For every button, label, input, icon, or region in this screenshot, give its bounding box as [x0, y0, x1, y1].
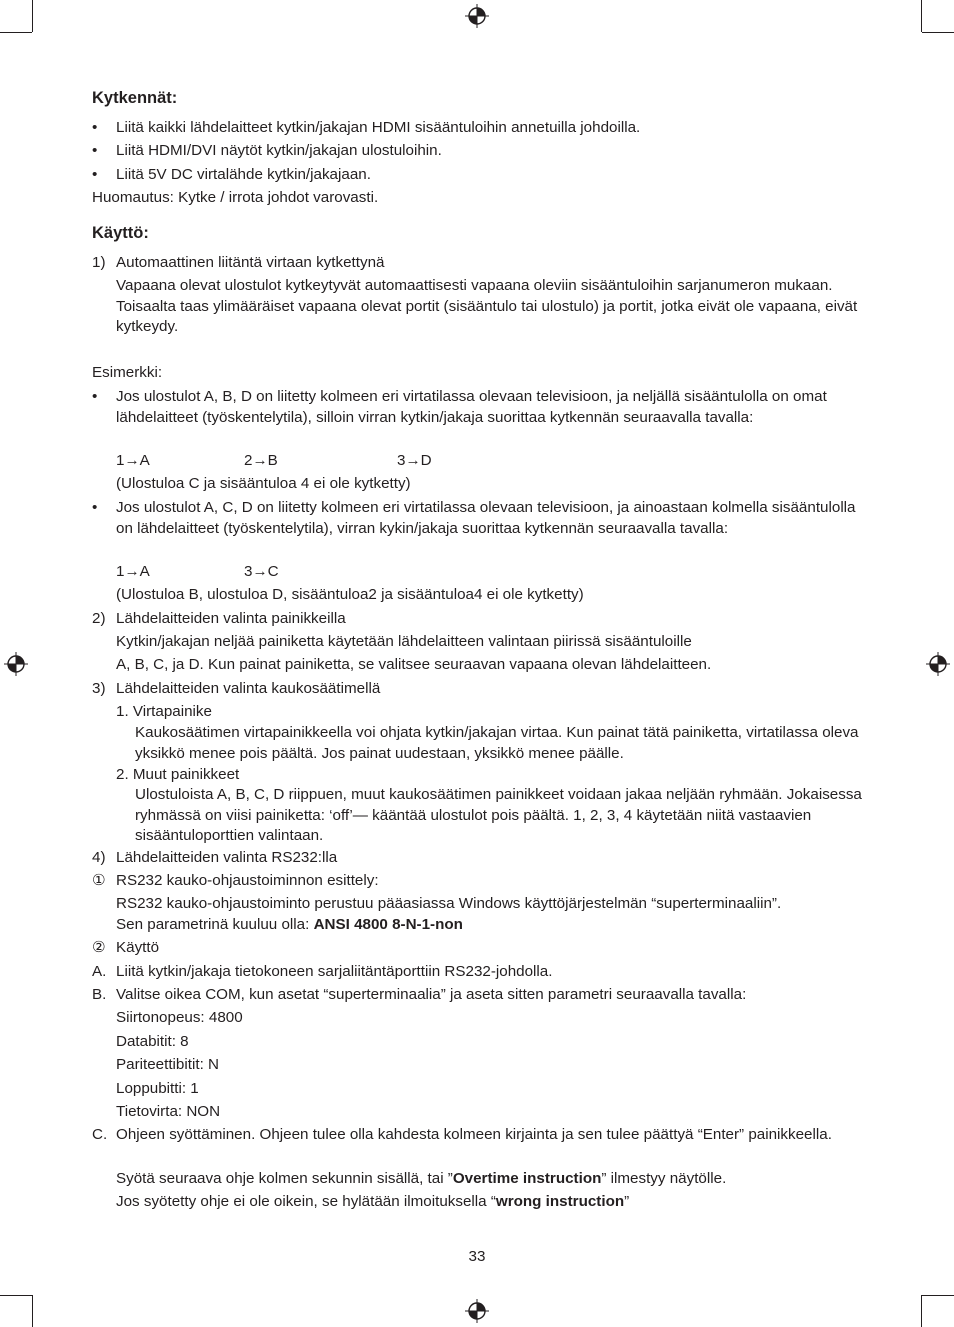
section-heading-usage: Käyttö:: [92, 224, 149, 242]
circled-one-icon: ①: [92, 872, 106, 889]
crop-mark: [921, 0, 922, 32]
step-marker: C.: [92, 1126, 108, 1143]
paragraph-line: [116, 1169, 726, 1189]
circled-two-icon: ②: [92, 939, 106, 956]
paragraph-line: [116, 915, 463, 935]
crop-mark: [0, 32, 32, 33]
paragraph-line: RS232 kauko-ohjaustoiminto perustuu pääasiassa Windows käyttöjärjestelmän “superterminaaliin”.: [116, 895, 782, 912]
crop-mark: [32, 1295, 33, 1327]
step-text: Liitä kytkin/jakaja tietokoneen sarjaliitäntäporttiin RS232-johdolla.: [116, 963, 553, 980]
bullet: •: [92, 166, 98, 183]
param-intro: Sen parametrinä kuuluu olla:: [116, 916, 314, 933]
item-title: Lähdelaitteiden valinta painikkeilla: [116, 610, 346, 627]
paragraph-line: A, B, C, ja D. Kun painat painiketta, se valitsee seuraavan vapaana olevan lähdelaitteen.: [116, 656, 712, 673]
list-item-text: Liitä kaikki lähdelaitteet kytkin/jakajan HDMI sisääntuloihin annetuilla johdoilla.: [116, 119, 641, 136]
text-run: Syötä seuraava ohje kolmen sekunnin sisällä, tai ”: [116, 1170, 453, 1187]
crop-mark: [921, 1295, 922, 1327]
mapping: 1→A: [116, 452, 150, 469]
bullet: •: [92, 388, 98, 405]
paragraph: Kaukosäätimen virtapainikkeella voi ohjata kytkin/jakajan virtaa. Kun painat tätä painiketta, virtatilassa oleva yksikkö menee pois päältä. Jos painat uudestaan, yksikkö menee päälle.: [135, 724, 859, 762]
item-title: RS232 kauko-ohjaustoiminnon esittely:: [116, 872, 379, 889]
param-line: Loppubitti: 1: [116, 1080, 199, 1097]
item-marker: 4): [92, 849, 106, 866]
param-line: Databitit: 8: [116, 1033, 189, 1050]
paragraph-line: Kytkin/jakajan neljää painiketta käytetään lähdelaitteen valintaan piirissä sisääntuloille: [116, 633, 692, 650]
crop-mark: [32, 0, 33, 32]
item-title: Käyttö: [116, 939, 160, 956]
mapping: 3→C: [244, 563, 279, 580]
item-title: Lähdelaitteiden valinta RS232:lla: [116, 849, 338, 866]
paragraph: Jos ulostulot A, C, D on liitetty kolmeen eri virtatilassa olevaan televisioon, ja ainoastaan kolmella sisääntulolla on lähdelaitteet (työskentelytila), virran kykin/jakaja suorittaa kytkennän seuraavalla tavalla:: [116, 499, 856, 537]
paragraph: Ulostuloista A, B, C, D riippuen, muut kaukosäätimen painikkeet voidaan jakaa neljään ryhmään. Jokaisessa ryhmässä on viisi painiketta: ‘off’— kääntää ulostulot pois päältä. 1, 2, 3, 4 käytetään niitä vastaavien sisääntuloporttien valintaan.: [135, 786, 862, 844]
registration-mark-icon: [926, 652, 950, 676]
crop-mark: [0, 1295, 32, 1296]
param-line: Siirtonopeus: 4800: [116, 1009, 243, 1026]
paragraph: Jos ulostulot A, B, D on liitetty kolmeen eri virtatilassa olevaan televisioon, ja neljällä sisääntulolla on omat lähdelaitteet (työskentelytila), silloin virran kytkin/jakaja suorittaa kytkennän seuraavalla tavalla:: [116, 388, 827, 426]
subitem-title: 2. Muut painikkeet: [116, 766, 240, 783]
paragraph-line: [116, 1192, 629, 1212]
bullet: •: [92, 119, 98, 136]
note-text: (Ulostuloa B, ulostuloa D, sisääntuloa2 ja sisääntuloa4 ei ole kytketty): [116, 586, 584, 603]
registration-mark-icon: [465, 1299, 489, 1323]
note-text: Huomautus: Kytke / irrota johdot varovasti.: [92, 189, 379, 206]
mapping: 3→D: [397, 452, 432, 469]
registration-mark-icon: [465, 4, 489, 28]
text-run: ” ilmestyy näytölle.: [601, 1170, 727, 1187]
param-line: Pariteettibitit: N: [116, 1056, 219, 1073]
text-run: Jos syötetty ohje ei ole oikein, se hylätään ilmoituksella “: [116, 1193, 496, 1210]
text-run: ”: [624, 1193, 630, 1210]
item-marker: 1): [92, 254, 106, 271]
step-marker: B.: [92, 986, 107, 1003]
item-title: Automaattinen liitäntä virtaan kytkettynä: [116, 254, 385, 271]
note-text: (Ulostuloa C ja sisääntuloa 4 ei ole kytketty): [116, 475, 411, 492]
step-marker: A.: [92, 963, 107, 980]
mapping: 1→A: [116, 563, 150, 580]
subitem-title: 1. Virtapainike: [116, 703, 212, 720]
bullet: •: [92, 142, 98, 159]
step-text: Ohjeen syöttäminen. Ohjeen tulee olla kahdesta kolmeen kirjainta ja sen tulee päättyä “Enter” painikkeella.: [116, 1126, 832, 1143]
crop-mark: [922, 1295, 954, 1296]
page-number: 33: [468, 1248, 486, 1265]
emphasis: wrong instruction: [495, 1193, 625, 1210]
paragraph: Vapaana olevat ulostulot kytkeytyvät automaattisesti vapaana oleviin sisääntuloihin sarjanumeron mukaan. Toisaalta taas ylimääräiset vapaana olevat portit (sisääntulo tai ulostulo) ja portit, jotka eivät ole vapaana, eivät kytkeydy.: [116, 277, 858, 335]
item-title: Lähdelaitteiden valinta kaukosäätimellä: [116, 680, 381, 697]
section-heading-connections: Kytkennät:: [92, 89, 178, 107]
step-text: Valitse oikea COM, kun asetat “superterminaalia” ja aseta sitten parametri seuraavalla tavalla:: [116, 986, 747, 1003]
param-value: ANSI 4800 8-N-1-non: [313, 916, 463, 933]
list-item-text: Liitä HDMI/DVI näytöt kytkin/jakajan ulostuloihin.: [116, 142, 442, 159]
bullet: •: [92, 499, 98, 516]
list-item-text: Liitä 5V DC virtalähde kytkin/jakajaan.: [116, 166, 371, 183]
item-marker: 3): [92, 680, 106, 697]
mapping: 2→B: [244, 452, 278, 469]
registration-mark-icon: [4, 652, 28, 676]
param-line: Tietovirta: NON: [116, 1103, 221, 1120]
crop-mark: [922, 32, 954, 33]
example-label: Esimerkki:: [92, 364, 163, 381]
emphasis: Overtime instruction: [452, 1170, 602, 1187]
item-marker: 2): [92, 610, 106, 627]
